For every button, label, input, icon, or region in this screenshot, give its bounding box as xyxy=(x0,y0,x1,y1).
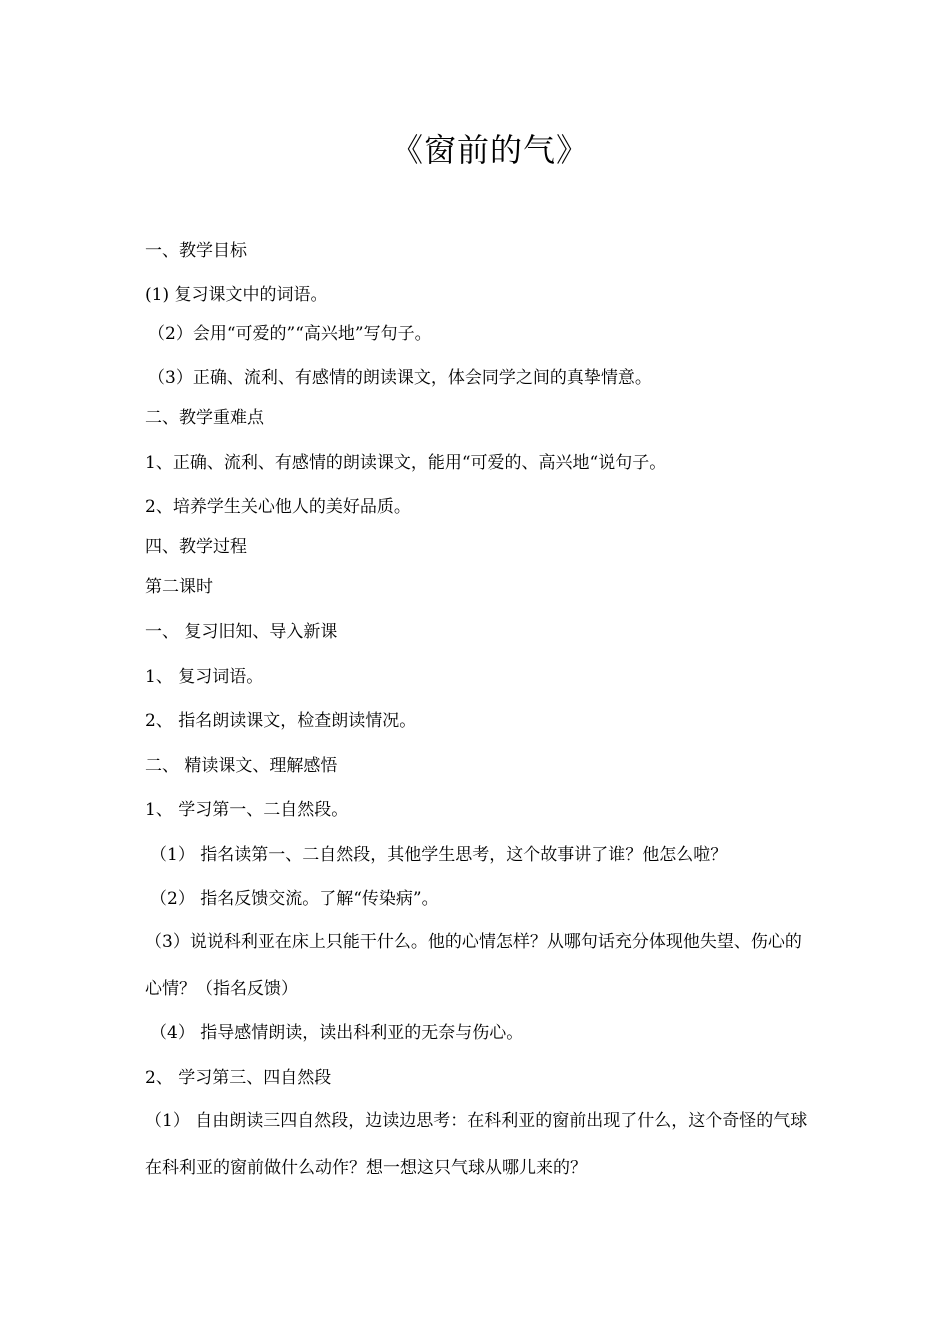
reading-item-1: 1、 学习第一、二自然段。 xyxy=(145,800,349,820)
reading-subitem-1: （1） 指名读第一、二自然段，其他学生思考，这个故事讲了谁？他怎么啦？ xyxy=(150,845,728,865)
lesson-label: 第二课时 xyxy=(145,577,213,597)
document-title: 《窗前的气》 xyxy=(390,131,589,169)
goal-item-2: （2）会用“可爱的”“高兴地”写句子。 xyxy=(148,324,432,344)
reading-subitem-4: （4） 指导感情朗读，读出科利亚的无奈与伤心。 xyxy=(150,1023,524,1043)
goal-item-3: （3）正确、流利、有感情的朗读课文，体会同学之间的真挚情意。 xyxy=(148,368,652,388)
reading-item-2: 2、 学习第三、四自然段 xyxy=(145,1068,332,1088)
heading-teaching-process: 四、教学过程 xyxy=(145,537,247,557)
heading-teaching-goals: 一、教学目标 xyxy=(145,241,247,261)
review-item-2: 2、 指名朗读课文，检查朗读情况。 xyxy=(145,711,417,731)
reading-subitem-3: （3）说说科利亚在床上只能干什么。他的心情怎样？从哪句话充分体现他失望、伤心的心情？（指名反馈） xyxy=(145,932,802,999)
key-point-1: 1、正确、流利、有感情的朗读课文，能用“可爱的、高兴地“说句子。 xyxy=(145,453,667,473)
reading-subitem-5: （1） 自由朗读三四自然段，边读边思考：在科利亚的窗前出现了什么，这个奇怪的气球在科利亚的窗前做什么动作？想一想这只气球从哪儿来的？ xyxy=(145,1111,808,1178)
goal-item-1: (1) 复习课文中的词语。 xyxy=(145,285,328,305)
section-close-reading: 二、 精读课文、理解感悟 xyxy=(145,756,338,776)
review-item-1: 1、 复习词语。 xyxy=(145,667,264,687)
section-review: 一、 复习旧知、导入新课 xyxy=(145,622,338,642)
key-point-2: 2、培养学生关心他人的美好品质。 xyxy=(145,497,411,517)
reading-subitem-2: （2） 指名反馈交流。了解“传染病”。 xyxy=(150,889,439,909)
heading-key-points: 二、教学重难点 xyxy=(145,408,264,428)
